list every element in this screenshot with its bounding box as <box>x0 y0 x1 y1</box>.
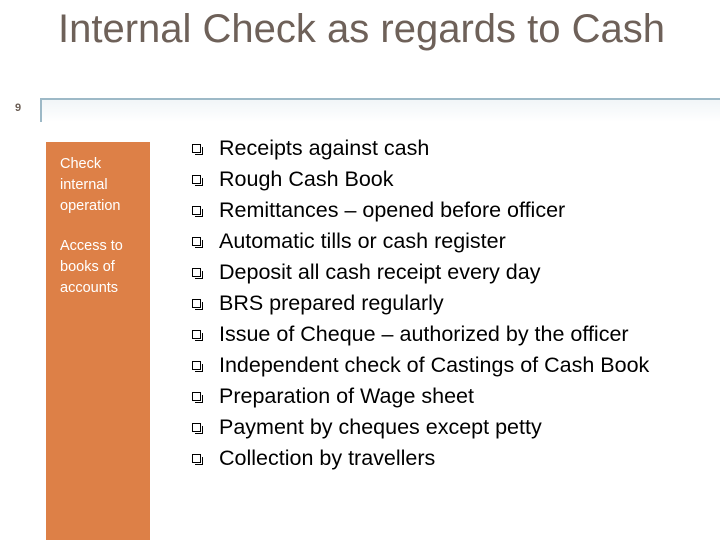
bullet-text: Collection by travellers <box>219 446 436 470</box>
bullet-text: Independent check of Castings of Cash Book <box>219 353 650 377</box>
bullet-list <box>192 137 692 478</box>
square-bullet-icon <box>192 268 201 277</box>
bullet-item <box>192 323 692 345</box>
square-bullet-icon <box>192 175 201 184</box>
bullet-text: Deposit all cash receipt every day <box>219 260 541 284</box>
bullet-item <box>192 137 692 159</box>
bullet-item <box>192 385 692 407</box>
square-bullet-icon <box>192 144 201 153</box>
title-divider <box>42 98 720 100</box>
bullet-item <box>192 261 692 283</box>
square-bullet-icon <box>192 392 201 401</box>
bullet-item <box>192 230 692 252</box>
bullet-text: Payment by cheques except petty <box>219 415 542 439</box>
bullet-text: Issue of Cheque – authorized by the officer <box>219 322 629 346</box>
bullet-item <box>192 168 692 190</box>
bullet-text: Remittances – opened before officer <box>219 198 566 222</box>
bullet-item <box>192 292 692 314</box>
square-bullet-icon <box>192 361 201 370</box>
side-panel-item: Access to books of accounts <box>60 238 123 296</box>
bullet-item <box>192 416 692 438</box>
square-bullet-icon <box>192 299 201 308</box>
bullet-item <box>192 199 692 221</box>
slide-number: 9 <box>14 102 22 114</box>
bullet-item <box>192 354 692 376</box>
bullet-text: Preparation of Wage sheet <box>219 384 474 408</box>
square-bullet-icon <box>192 330 201 339</box>
square-bullet-icon <box>192 454 201 463</box>
side-panel-item: Check internal operation <box>60 156 121 214</box>
square-bullet-icon <box>192 206 201 215</box>
square-bullet-icon <box>192 423 201 432</box>
bullet-item <box>192 447 692 469</box>
bullet-text: Rough Cash Book <box>219 167 394 191</box>
bullet-text: Automatic tills or cash register <box>219 229 506 253</box>
slide-number-divider <box>40 98 42 122</box>
bullet-text: Receipts against cash <box>219 136 430 160</box>
title-shadow-band <box>42 100 720 122</box>
square-bullet-icon <box>192 237 201 246</box>
bullet-text: BRS prepared regularly <box>219 291 444 315</box>
slide-title: Internal Check as regards to Cash <box>58 7 665 51</box>
